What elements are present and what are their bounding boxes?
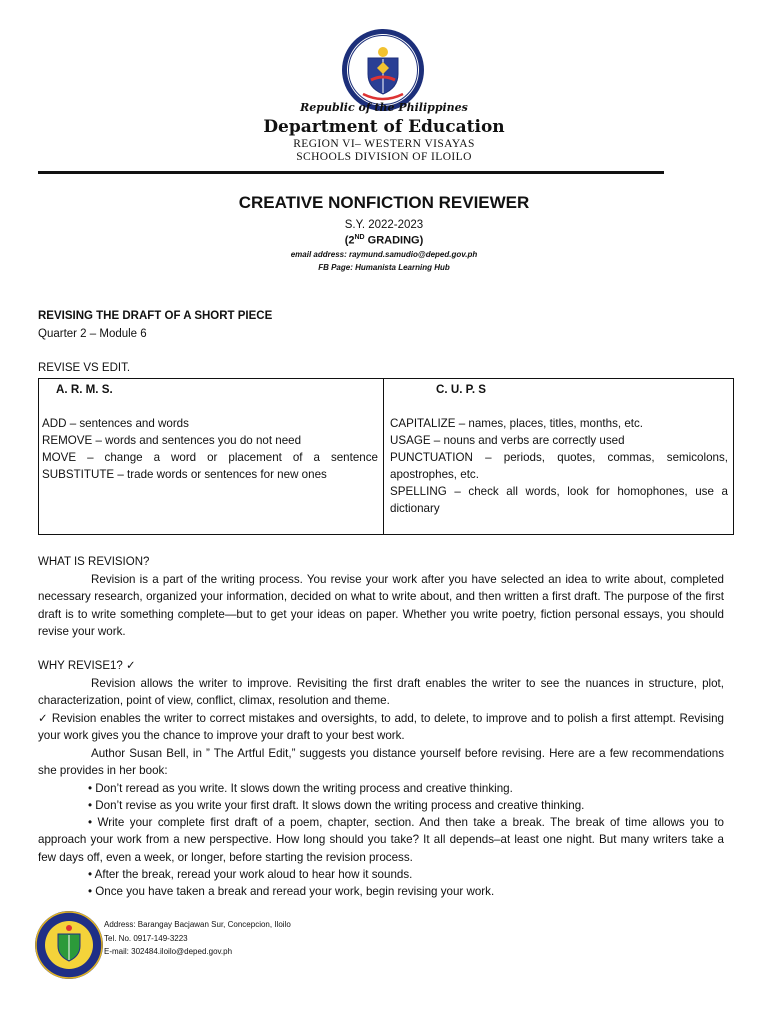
email-address: email address: raymund.samudio@deped.gov.ph — [290, 250, 478, 259]
bullet-item: • Write your complete first draft of a poem, chapter, section. And then take a break. The break of time allows you to approach your work from a new perspective. How long should you take? It all depends–at least one night. But many writers take a few days off, even a week, or longer, before starting the revision process. — [38, 816, 724, 864]
bullet-item: • Once you have taken a break and reread your work, begin revising your work. — [88, 885, 495, 898]
rms-item: SUBSTITUTE – trade words or sentences for new ones — [42, 468, 327, 481]
footer-tel: Tel. No. 0917-149-3223 — [104, 934, 188, 943]
what-is-revision-paragraph: Revision is a part of the writing process. You revise your work after you have selected an idea to write about, completed necessary research, organized your information, decided on what to write about, and then written a first draft. The purpose of the first draft is to write something complete—but to get your ideas on paper. Whether you write poetry, fiction personal essays, you should revise your work. — [38, 573, 724, 639]
department-line: Department of Education — [263, 117, 505, 137]
grading-label: (2ND GRADING) — [344, 234, 424, 247]
deped-seal-logo — [341, 28, 425, 112]
bullet-item: • After the break, reread your work aloud to hear how it sounds. — [88, 868, 413, 881]
ups-item: CAPITALIZE – names, places, titles, months, etc. — [390, 417, 644, 430]
ups-item: SPELLING – check all words, look for homophones, use a dictionary — [390, 485, 728, 515]
rms-item: REMOVE – words and sentences you do not need — [42, 434, 302, 447]
ups-item: USAGE – nouns and verbs are correctly used — [390, 434, 625, 447]
module-label: Quarter 2 – Module 6 — [38, 328, 147, 340]
what-is-revision-heading: WHAT IS REVISION? — [38, 556, 150, 568]
region-line: REGION VI– WESTERN VISAYAS — [293, 138, 475, 150]
footer-address: Address: Barangay Bacjawan Sur, Concepcion, Iloilo — [104, 920, 291, 929]
school-year: S.Y. 2022-2023 — [344, 219, 424, 231]
why-revise-paragraph-2: ✓ Revision enables the writer to correct mistakes and oversights, to add, to delete, to improve and to polish a first attempt. Revising your work gives you the chance to improve your draft to your best work. — [38, 712, 724, 743]
ups-column — [390, 381, 728, 517]
ups-item: PUNCTUATION – periods, quotes, commas, semicolons, apostrophes, etc. — [390, 451, 728, 481]
bullet-item: • Don’t reread as you write. It slows down the writing process and creative thinking. — [88, 782, 513, 795]
rms-ups-table — [38, 378, 734, 535]
revise-vs-edit-label: REVISE VS EDIT. — [38, 362, 131, 374]
rms-heading: A. R. M. S. — [56, 383, 113, 396]
table-divider — [383, 379, 384, 534]
document-title: CREATIVE NONFICTION REVIEWER — [238, 193, 530, 212]
why-revise-heading: WHY REVISE1? ✓ — [38, 660, 136, 672]
school-seal-logo — [34, 910, 104, 980]
why-revise-paragraph-1: Revision allows the writer to improve. Revisiting the first draft enables the writer to see the nuances in structure, plot, characterization, point of view, conflict, climax, resolution and theme. — [38, 677, 724, 708]
rms-item: ADD – sentences and words — [42, 417, 189, 430]
rms-item: MOVE – change a word or placement of a sentence — [42, 451, 378, 464]
division-line: SCHOOLS DIVISION OF ILOILO — [296, 151, 472, 163]
fb-page: FB Page: Humanista Learning Hub — [318, 263, 450, 272]
footer-email: E-mail: 302484.iloilo@deped.gov.ph — [104, 947, 233, 956]
header-divider — [38, 171, 664, 174]
rms-column — [42, 381, 378, 483]
section-heading: REVISING THE DRAFT OF A SHORT PIECE — [38, 310, 273, 322]
republic-line: Republic of the Philippines — [300, 101, 468, 114]
ups-heading: C. U. P. S — [436, 383, 487, 396]
bullet-item: • Don’t revise as you write your first draft. It slows down the writing process and creative thinking. — [88, 799, 585, 812]
susan-bell-paragraph: Author Susan Bell, in ” The Artful Edit,” suggests you distance yourself before revising. Here are a few recommendations she provides in her book: — [38, 747, 724, 778]
